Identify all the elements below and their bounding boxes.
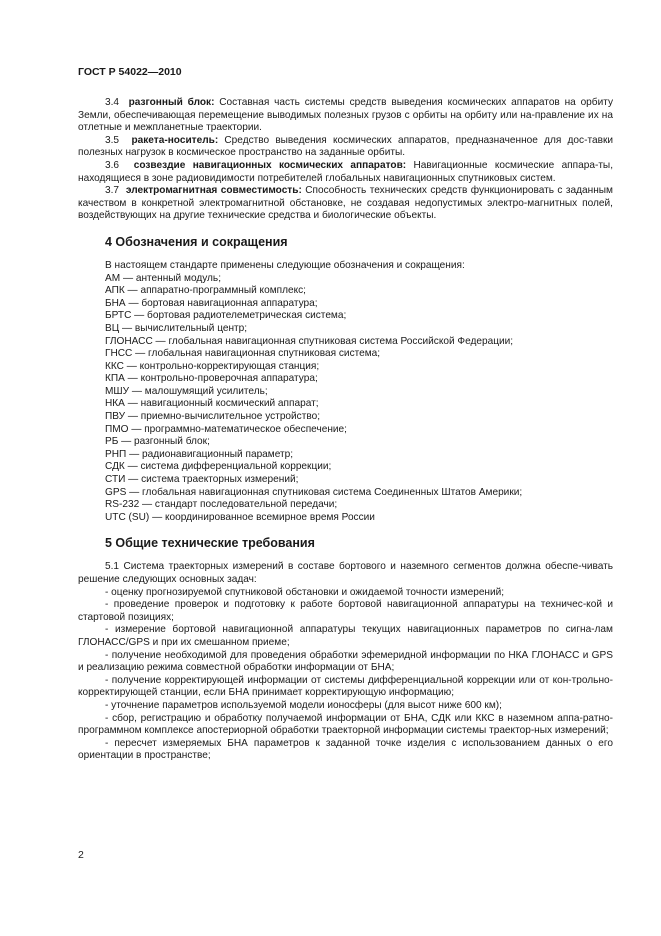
abbreviation-item: ПВУ — приемно-вычислительное устройство; xyxy=(105,411,321,423)
clause-number: 3.7 xyxy=(105,185,120,197)
definition-3-7 xyxy=(78,185,613,223)
abbreviation-item: РНП — радионавигационный параметр; xyxy=(105,448,294,460)
section-5-title: 5 Общие технические требования xyxy=(105,536,315,551)
abbreviation-item: ГНСС — глобальная навигационная спутниковая система; xyxy=(105,348,381,360)
abbreviation-item: КПА — контрольно-проверочная аппаратура; xyxy=(105,373,318,385)
task-item: - оценку прогнозируемой спутниковой обстановки и ожидаемой точности измерений; xyxy=(105,586,505,598)
clause-number: 3.4 xyxy=(105,97,120,108)
document-header: ГОСТ Р 54022—2010 xyxy=(78,66,182,78)
abbreviation-item: АМ — антенный модуль; xyxy=(105,272,221,284)
task-item: - получение необходимой для проведения обработки эфемеридной информации по НКА ГЛОНАСС и GPS и реализацию режима совместной обработки информации от БНА; xyxy=(78,649,613,674)
task-item: - уточнение параметров используемой модели ионосферы (для высот ниже 600 км); xyxy=(105,699,502,711)
abbreviation-item: UTC (SU) — координированное всемирное время России xyxy=(105,511,375,523)
abbreviation-item: СДК — система дифференциальной коррекции; xyxy=(105,461,332,473)
abbreviation-item: НКА — навигационный космический аппарат; xyxy=(105,398,319,410)
task-item: - сбор, регистрацию и обработку получаемой информации от БНА, СДК или ККС в наземном аппа-ратно-программном комплексе апостериорной обработки траекторной информации системы траектор-ных измерений; xyxy=(78,712,613,737)
definition-text: Навигационные космические аппара-ты, находящиеся в зоне радиовидимости потребителей глобальных навигационных спутниковых систем. xyxy=(78,159,613,184)
abbreviation-item: БНА — бортовая навигационная аппаратура; xyxy=(105,297,318,309)
definition-text: Средство выведения космических аппаратов, предназначенное для дос-тавки полезных нагрузок в космическое пространство на заданные орбиты. xyxy=(78,134,613,159)
section-4-title: 4 Обозначения и сокращения xyxy=(105,234,288,249)
clause-number: 3.5 xyxy=(105,134,120,146)
defined-term: созвездие навигационных космических аппаратов: xyxy=(133,159,407,171)
defined-term: электромагнитная совместимость: xyxy=(125,185,302,197)
definition-text: Способность технических средств функционировать с заданным качеством в конкретной электромагнитной обстановке, не создавая недопустимых электро-магнитных полей, воздействующих на другие технические средства и биологические объекты. xyxy=(78,185,614,222)
definition-text: Составная часть системы средств выведения космических аппаратов на орбиту Земли, обеспечивающая перемещение выводимых полезных грузов с орбиты на орбиту или на-правление их на отлетные и межпланетные траектории. xyxy=(78,97,613,134)
abbreviation-item: GPS — глобальная навигационная спутниковая система Соединенных Штатов Америки; xyxy=(105,486,523,498)
task-item: - получение корректирующей информации от системы дифференциальной коррекции или от кон-трольно-корректирующей станции, если БНА принимает корректирующую информацию; xyxy=(78,674,613,699)
abbreviation-item: РБ — разгонный блок; xyxy=(105,436,210,448)
abbreviation-item: СТИ — система траекторных измерений; xyxy=(105,474,299,486)
task-item: - измерение бортовой навигационной аппаратуры текущих навигационных параметров по сигна-лам ГЛОНАСС/GPS и при их смешанном приеме; xyxy=(78,624,613,648)
task-item: - пересчет измеряемых БНА параметров к заданной точке изделия с использованием данных о его ориентации в пространстве; xyxy=(78,737,613,762)
tasks-list xyxy=(78,587,613,763)
page-number: 2 xyxy=(78,849,84,861)
abbreviation-item: ПМО — программно-математическое обеспечение; xyxy=(105,423,347,435)
abbreviation-item: ВЦ — вычислительный центр; xyxy=(105,322,248,334)
clause-number: 3.6 xyxy=(105,159,120,171)
document-body xyxy=(78,97,613,763)
section-4-intro: В настоящем стандарте применены следующие обозначения и сокращения: xyxy=(105,259,465,271)
abbreviation-item: ККС — контрольно-корректирующая станция; xyxy=(105,360,320,372)
abbreviation-item: RS-232 — стандарт последовательной передачи; xyxy=(105,499,338,511)
abbreviations-list xyxy=(78,273,613,525)
definition-3-4 xyxy=(78,97,613,135)
clause-5-1: 5.1 Система траекторных измерений в составе бортового и наземного сегментов должна обеспе-чивать решение следующих основных задач: xyxy=(78,561,613,585)
abbreviation-item: МШУ — малошумящий усилитель; xyxy=(105,385,268,397)
definition-3-5 xyxy=(78,135,613,160)
defined-term: ракета-носитель: xyxy=(131,134,219,146)
abbreviation-item: ГЛОНАСС — глобальная навигационная спутниковая система Российской Федерации; xyxy=(105,335,514,347)
task-item: - проведение проверок и подготовку к работе бортовой навигационной аппаратуры на техничес-кой и стартовой позициях; xyxy=(78,599,613,623)
defined-term: разгонный блок: xyxy=(128,97,215,108)
definition-3-6 xyxy=(78,160,613,185)
abbreviation-item: АПК — аппаратно-программный комплекс; xyxy=(105,285,306,297)
definitions-block xyxy=(78,97,613,223)
abbreviation-item: БРТС — бортовая радиотелеметрическая система; xyxy=(105,310,347,322)
